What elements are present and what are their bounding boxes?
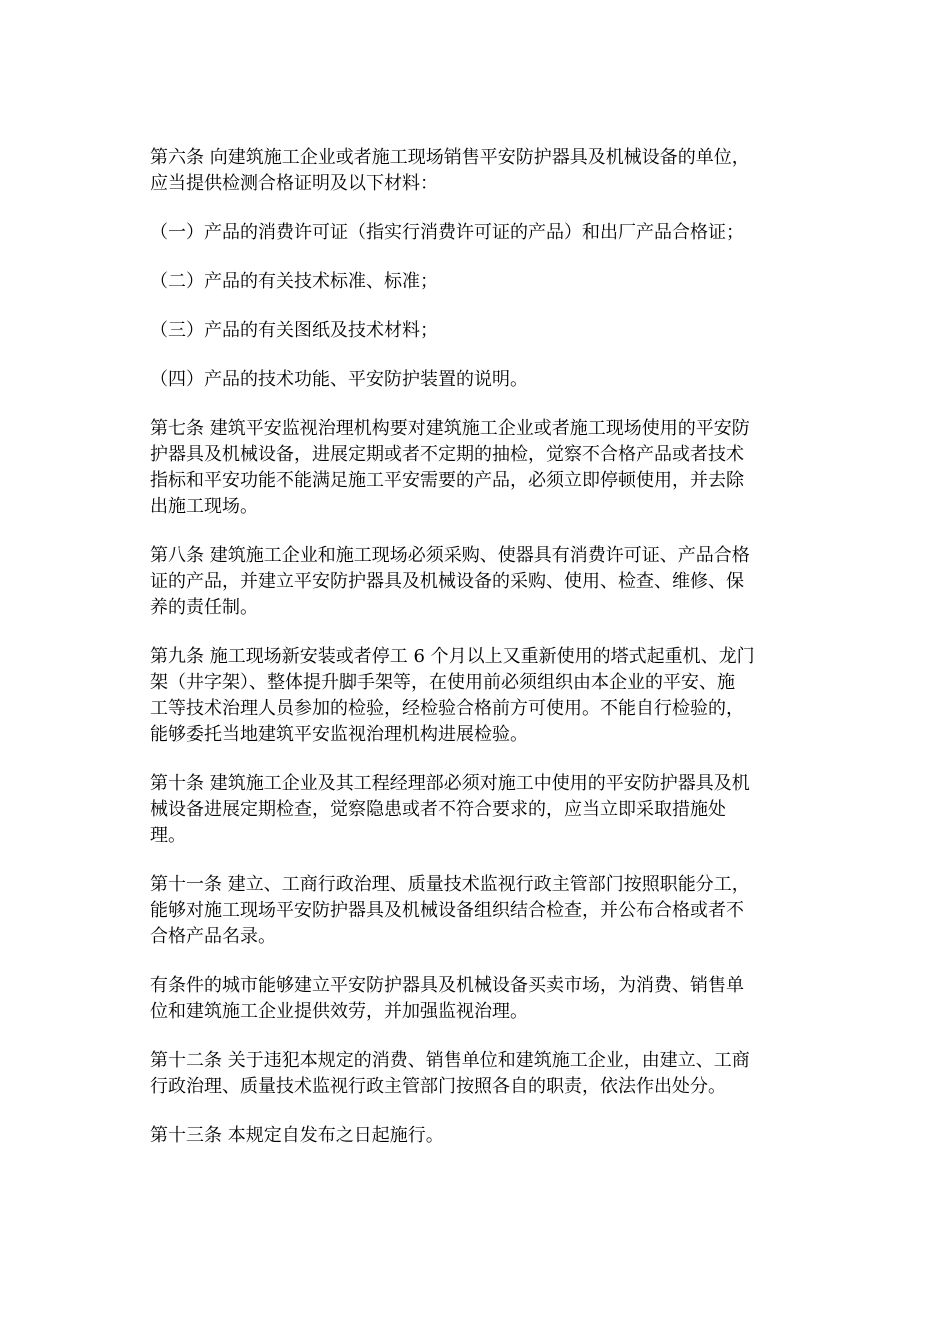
article-7: 第七条 建筑平安监视治理机构要对建筑施工企业或者施工现场使用的平安防 护器具及机械设备，进展定期或者不定期的抽检，觉察不合格产品或者技术 指标和平安功能不能满足施工平安需要的产品，必须立即停顿使用，并去除 出施工现场。 [150,418,750,517]
article-6-item-4: （四）产品的技术功能、平安防护装置的说明。 [150,369,528,390]
article-8: 第八条 建筑施工企业和施工现场必须采购、使器具有消费许可证、产品合格 证的产品，并建立平安防护器具及机械设备的采购、使用、检查、维修、保 养的责任制。 [150,545,750,618]
article-12: 第十二条 关于违犯本规定的消费、销售单位和建筑施工企业，由建立、工商 行政治理、质量技术监视行政主管部门按照各自的职责，依法作出处分。 [150,1050,750,1097]
article-11: 第十一条 建立、工商行政治理、质量技术监视行政主管部门按照职能分工， 能够对施工现场平安防护器具及机械设备组织结合检查，并公布合格或者不 合格产品名录。 [150,874,750,947]
article-9: 第九条 施工现场新安装或者停工 6 个月以上又重新使用的塔式起重机、龙门 架（井字架）、整体提升脚手架等，在使用前必须组织由本企业的平安、施 工等技术治理人员参加的检验，经检验合格前方可使用。不能自行检验的， 能够委托当地建筑平安监视治理机构进展检验。 [150,646,755,745]
article-11-paragraph-2: 有条件的城市能够建立平安防护器具及机械设备买卖市场，为消费、销售单 位和建筑施工企业提供效劳，并加强监视治理。 [150,975,744,1022]
article-13: 第十三条 本规定自发布之日起施行。 [150,1125,444,1146]
article-6: 第六条 向建筑施工企业或者施工现场销售平安防护器具及机械设备的单位， 应当提供检测合格证明及以下材料： [150,147,750,194]
article-6-item-3: （三）产品的有关图纸及技术材料； [150,320,438,341]
article-10: 第十条 建筑施工企业及其工程经理部必须对施工中使用的平安防护器具及机 械设备进展定期检查，觉察隐患或者不符合要求的，应当立即采取措施处 理。 [150,773,750,846]
article-6-item-2: （二）产品的有关技术标准、标准； [150,271,438,292]
document-body [150,145,800,1172]
article-6-item-1: （一）产品的消费许可证（指实行消费许可证的产品）和出厂产品合格证； [150,222,744,243]
